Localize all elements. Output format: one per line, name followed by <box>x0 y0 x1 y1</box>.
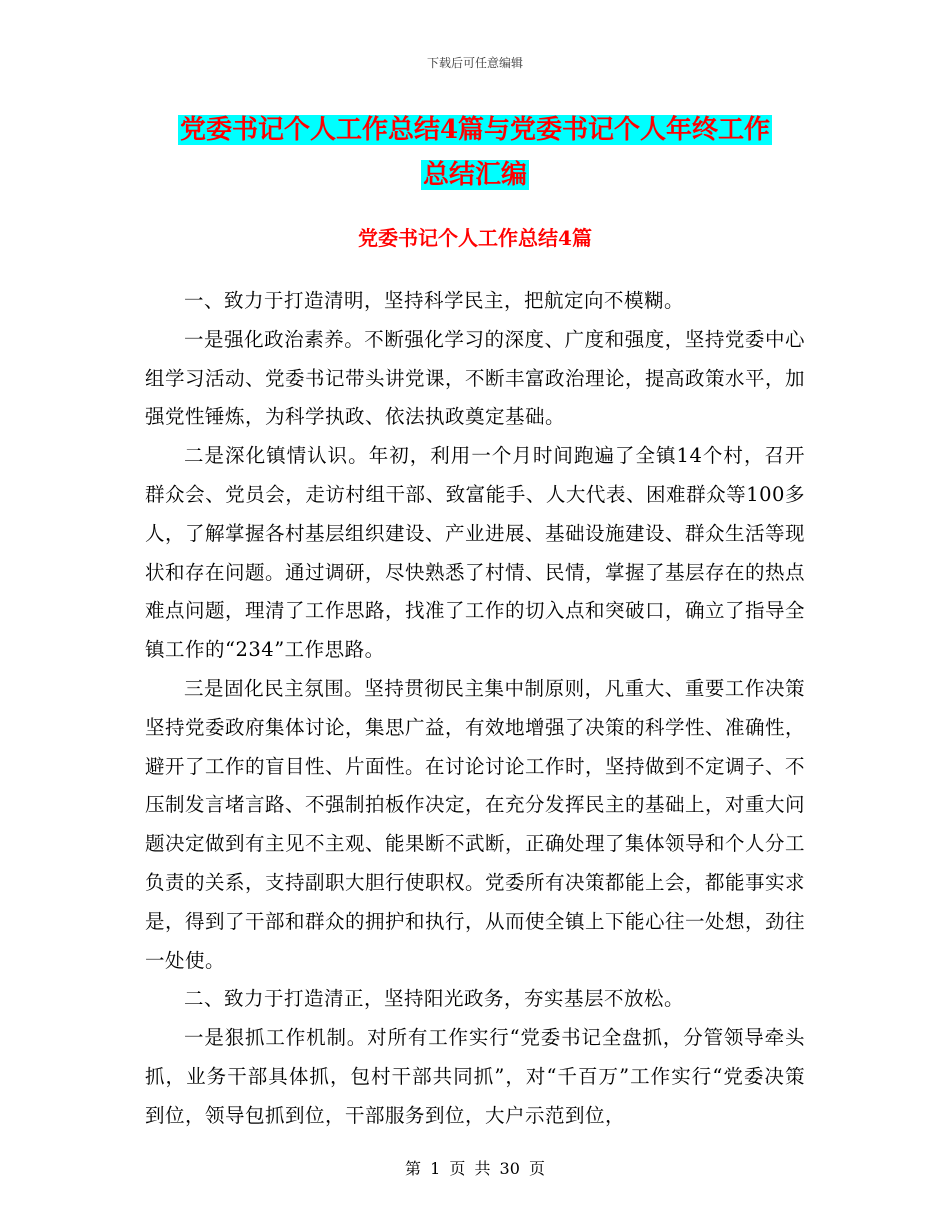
section-title: 党委书记个人工作总结4篇 <box>358 226 592 250</box>
header-note: 下载后可任意编辑 <box>426 56 523 70</box>
paragraph: 二、致力于打造清正，坚持阳光政务，夯实基层不放松。 <box>184 987 685 1011</box>
paragraph: 一、致力于打造清明，坚持科学民主，把航定向不模糊。 <box>184 289 685 312</box>
paragraph: 一是狠抓工作机制。对所有工作实行“党委书记全盘抓，分管领导牵头抓，业务干部具体抓，包村干部共同抓”，对“千百万”工作实行“党委决策到位，领导包抓到位，干部服务到位，大户示范到位， <box>145 1026 805 1127</box>
body-text <box>145 282 805 1136</box>
paragraph: 一是强化政治素养。不断强化学习的深度、广度和强度，坚持党委中心组学习活动、党委书记带头讲党课，不断丰富政治理论，提高政策水平，加强党性锤炼，为科学执政、依法执政奠定基础。 <box>145 327 806 429</box>
page-number-footer: 第 1 页 共 30 页 <box>405 1159 545 1178</box>
document-title <box>145 108 805 198</box>
document-title-line-2: 总结汇编 <box>422 160 527 190</box>
document-title-line-1: 党委书记个人工作总结4篇与党委书记个人年终工作 <box>179 115 771 145</box>
paragraph: 二是深化镇情认识。年初，利用一个月时间跑遍了全镇14个村，召开群众会、党员会，走访村组干部、致富能手、人大代表、困难群众等100多人，了解掌握各村基层组织建设、产业进展、基础设施建设、群众生活等现状和存在问题。通过调研，尽快熟悉了村情、民情，掌握了基层存在的热点难点问题，理清了工作思路，找准了工作的切入点和突破口，确立了指导全镇工作的“234”工作思路。 <box>145 444 806 662</box>
paragraph: 三是固化民主氛围。坚持贯彻民主集中制原则，凡重大、重要工作决策坚持党委政府集体讨论，集思广益，有效地增强了决策的科学性、准确性，避开了工作的盲目性、片面性。在讨论讨论工作时，坚持做到不定调子、不压制发言堵言路、不强制拍板作决定，在充分发挥民主的基础上，对重大问题决定做到有主见不主观、能果断不武断，正确处理了集体领导和个人分工负责的关系，支持副职大胆行使职权。党委所有决策都能上会，都能事实求是，得到了干部和群众的拥护和执行，从而使全镇上下能心往一处想，劲往一处使。 <box>145 676 806 972</box>
